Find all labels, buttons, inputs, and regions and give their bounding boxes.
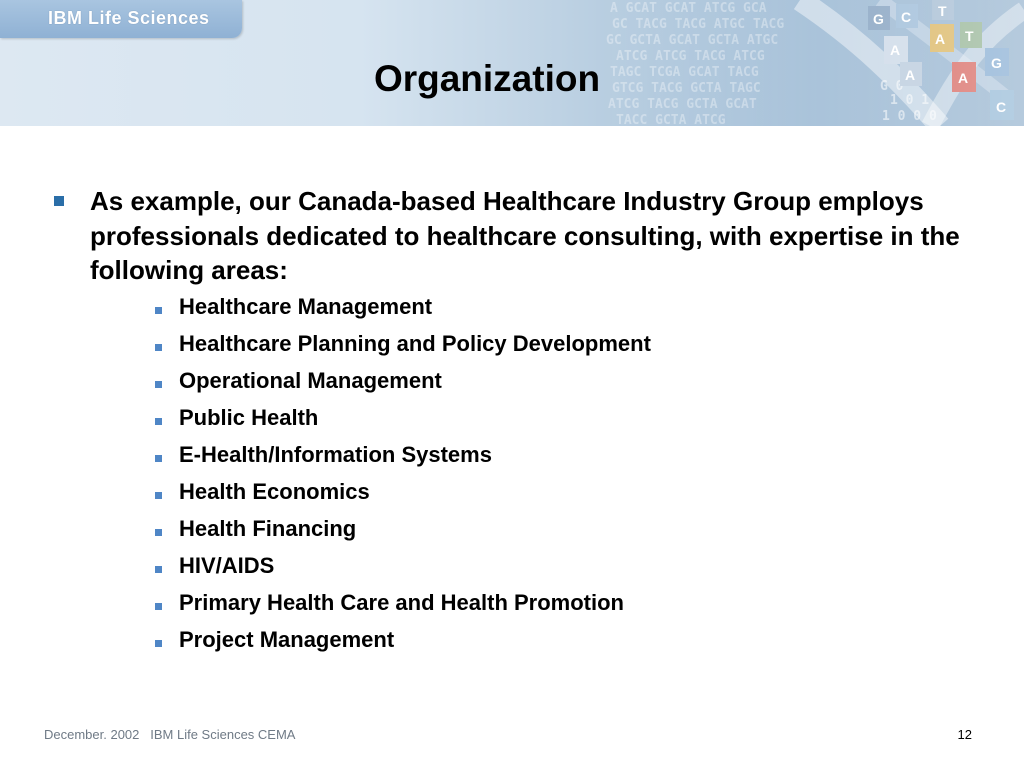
list-item [0, 475, 1024, 512]
expertise-areas-list [0, 290, 1024, 660]
page-number: 12 [957, 727, 972, 742]
list-item [0, 512, 1024, 549]
slide-title: Organization [373, 58, 601, 99]
list-item-label: HIV/AIDS [179, 553, 275, 578]
footer-info [44, 727, 295, 742]
list-item [0, 401, 1024, 438]
square-bullet-icon [155, 381, 162, 388]
list-item-label: E-Health/Information Systems [179, 442, 492, 467]
square-bullet-icon [155, 307, 162, 314]
list-item [0, 438, 1024, 475]
footer-date: December. 2002 [44, 727, 140, 742]
square-bullet-icon [155, 640, 162, 647]
list-item [0, 290, 1024, 327]
intro-paragraph: As example, our Canada-based Healthcare Industry Group employs professionals dedicated to healthcare consulting, with expertise in the following areas: [90, 186, 960, 285]
square-bullet-icon [155, 418, 162, 425]
list-item-label: Health Financing [179, 516, 357, 541]
list-item [0, 549, 1024, 586]
square-bullet-icon [155, 455, 162, 462]
square-bullet-icon [155, 529, 162, 536]
square-bullet-icon [155, 344, 162, 351]
list-item [0, 364, 1024, 401]
square-bullet-icon [155, 603, 162, 610]
list-item-label: Operational Management [179, 368, 442, 393]
list-item-label: Healthcare Management [179, 294, 433, 319]
list-item-label: Project Management [179, 627, 395, 652]
square-bullet-icon [54, 196, 64, 206]
brand-logo-text: IBM Life Sciences [48, 8, 210, 28]
square-bullet-icon [155, 566, 162, 573]
list-item [0, 327, 1024, 364]
list-item [0, 623, 1024, 660]
footer-organization: IBM Life Sciences CEMA [150, 727, 296, 742]
list-item-label: Primary Health Care and Health Promotion [179, 590, 624, 615]
square-bullet-icon [155, 492, 162, 499]
list-item-label: Public Health [179, 405, 319, 430]
list-item [0, 586, 1024, 623]
list-item-label: Health Economics [179, 479, 370, 504]
list-item-label: Healthcare Planning and Policy Development [179, 331, 651, 356]
